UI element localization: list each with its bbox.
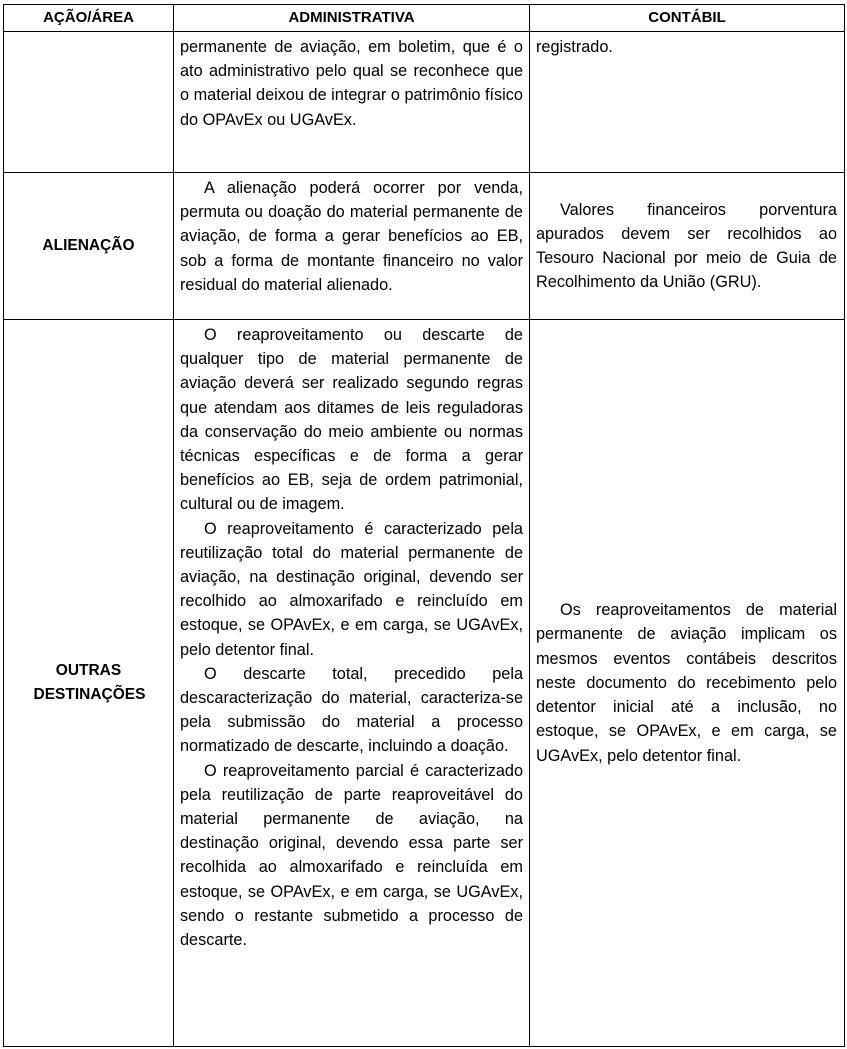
- administrativa-cell: [174, 32, 530, 173]
- table-header-row: [4, 5, 845, 32]
- contabil-text: Os reaproveitamentos de material permanente de aviação implicam os mesmos eventos contábeis descritos neste documento do recebimento pelo detentor inicial até a inclusão, no estoque, se OPAvEx, e em carga, se UGAvEx, pelo detentor final.: [536, 601, 837, 765]
- contabil-text: registrado.: [536, 38, 613, 56]
- administrativa-paragraph: A alienação poderá ocorrer por venda, permuta ou doação do material permanente de aviação, de forma a gerar benefícios ao EB, sob a forma de montante financeiro no valor residual do material alienado.: [180, 179, 523, 294]
- contabil-cell: [530, 320, 845, 1047]
- row-label-text: OUTRAS DESTINAÇÕES: [33, 662, 146, 703]
- header-acao-area: AÇÃO/ÁREA: [4, 5, 174, 32]
- administrativa-paragraph: O descarte total, precedido pela descaracterização do material, caracteriza-se pela submissão do material a processo normatizado de descarte, incluindo a doação.: [180, 664, 523, 756]
- row-label-alienacao: ALIENAÇÃO: [4, 173, 174, 320]
- row-label: [4, 32, 174, 173]
- header-administrativa: ADMINISTRATIVA: [174, 5, 530, 32]
- contabil-text: Valores financeiros porventura apurados devem ser recolhidos ao Tesouro Nacional por meio de Guia de Recolhimento da União (GRU).: [536, 200, 837, 292]
- administrativa-paragraph: O reaproveitamento é caracterizado pela reutilização total do material permanente de aviação, na destinação original, devendo ser recolhido ao almoxarifado e reincluído em estoque, se OPAvEx, e em carga, se UGAvEx, pelo detentor final.: [180, 519, 523, 659]
- administrativa-paragraph: O reaproveitamento ou descarte de qualquer tipo de material permanente de aviação deverá ser realizado segundo regras que atendam aos ditames de leis reguladoras da conservação do meio ambiente ou normas técnicas específicas e de forma a gerar benefícios ao EB, seja de ordem patrimonial, cultural ou de imagem.: [180, 326, 523, 514]
- row-label-outras-destinacoes: [4, 320, 174, 1047]
- contabil-cell: [530, 32, 845, 173]
- administrativa-cell: [174, 173, 530, 320]
- contabil-cell: [530, 173, 845, 320]
- table-row: [4, 320, 845, 1047]
- header-contabil: CONTÁBIL: [530, 5, 845, 32]
- administrativa-paragraph: permanente de aviação, em boletim, que é o ato administrativo pelo qual se reconhece que o material deixou de integrar o patrimônio físico do OPAvEx ou UGAvEx.: [180, 38, 523, 129]
- document-table: [3, 4, 845, 1047]
- administrativa-cell: [174, 320, 530, 1047]
- administrativa-paragraph: O reaproveitamento parcial é caracterizado pela reutilização de parte reaproveitável do material permanente de aviação, na destinação original, devendo essa parte ser recolhida ao almoxarifado e reincluída em estoque, se OPAvEx, e em carga, se UGAvEx, sendo o restante submetido a processo de descarte.: [180, 761, 523, 950]
- table-row: [4, 173, 845, 320]
- table-row: [4, 32, 845, 173]
